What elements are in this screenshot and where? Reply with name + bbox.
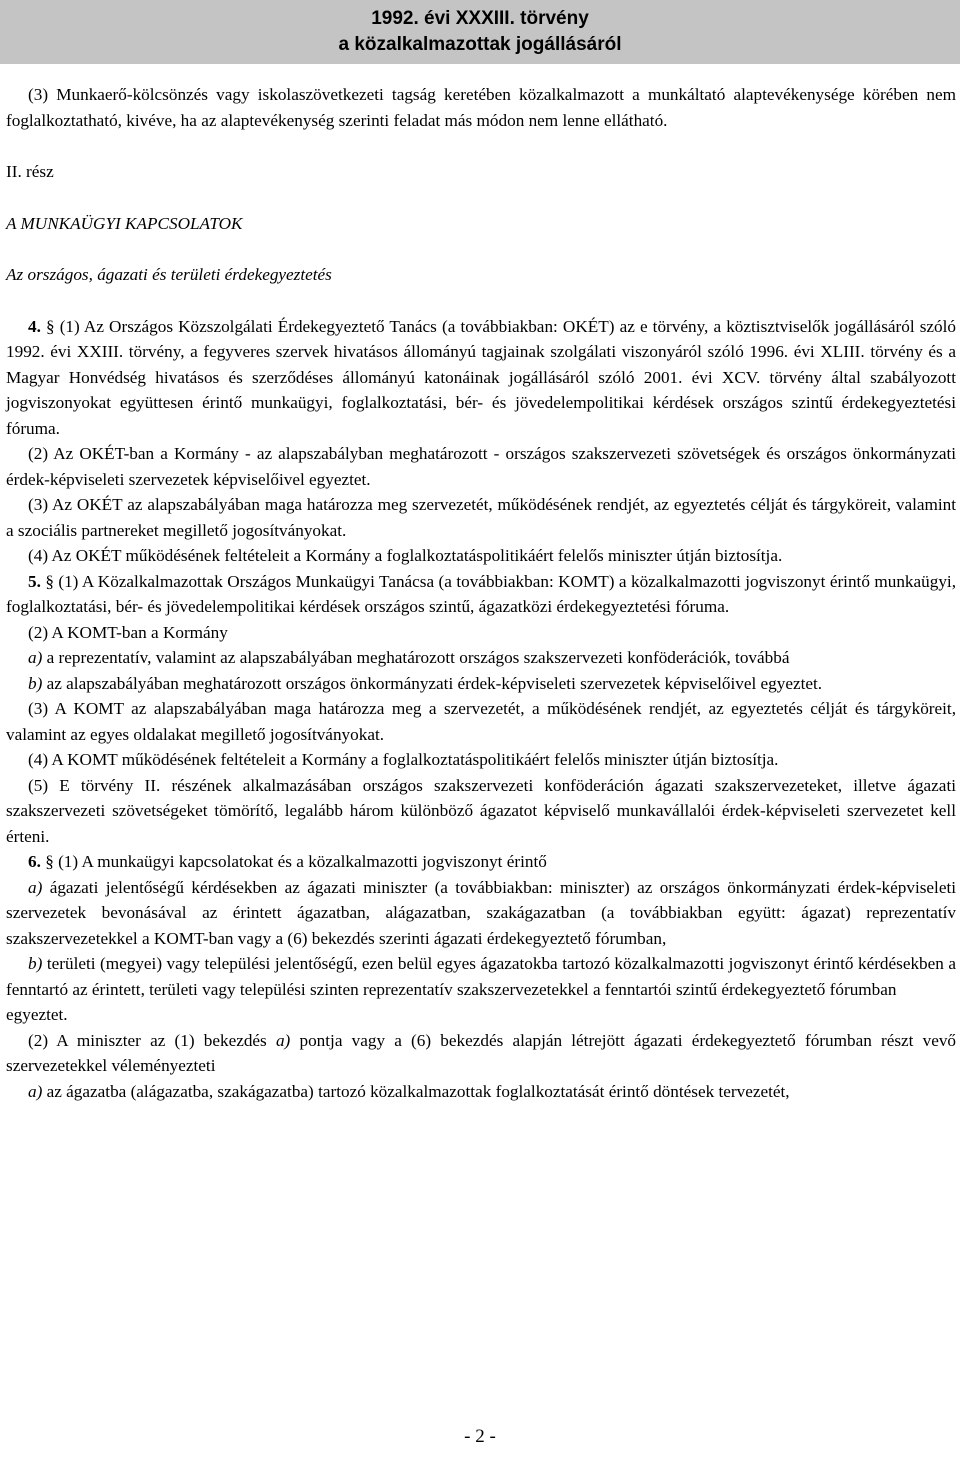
section-4-paragraph-2: (2) Az OKÉT-ban a Kormány - az alapszabályban meghatározott - országos szakszervezeti szövetségek és országos önkormányzati érdek-képviseleti szervezetek képviselőivel egyeztet. xyxy=(6,444,956,489)
document-body xyxy=(6,82,956,1104)
paragraph-intro: (3) Munkaerő-kölcsönzés vagy iskolaszövetkezeti tagság keretében közalkalmazott a munkáltató alaptevékenysége körében nem foglalkoztatható, kivéve, ha az alaptevékenység szerinti feladat más módon nem lenne ellátható. xyxy=(6,85,956,130)
document-header xyxy=(0,0,960,64)
section-5-paragraph-1: 5. § (1) A Közalkalmazottak Országos Munkaügyi Tanácsa (a továbbiakban: KOMT) a közalkalmazotti jogviszonyt érintő munkaügyi, foglalkoztatási, bér- és jövedelempolitikai kérdések országos szintű, ágazatközi érdekegyeztetési fóruma. xyxy=(6,571,956,616)
page-number: - 2 - xyxy=(464,1426,496,1447)
section-6-paragraph-1: 6. § (1) A munkaügyi kapcsolatokat és a közalkalmazotti jogviszonyt érintő xyxy=(28,852,547,871)
section-4-paragraph-4: (4) Az OKÉT működésének feltételeit a Kormány a foglalkoztatáspolitikáért felelős miniszter útján biztosítja. xyxy=(28,546,783,565)
section-5-point-b: b) az alapszabályában meghatározott országos önkormányzati érdek-képviseleti szervezetek képviselőivel egyeztet. xyxy=(28,673,823,693)
section-6-paragraph-2-point-a: a) az ágazatba (alágazatba, szakágazatba) tartozó közalkalmazottak foglalkoztatását érintő döntések tervezetét, xyxy=(28,1081,790,1101)
section-6-closing: egyeztet. xyxy=(6,1005,68,1024)
section-number: 6. xyxy=(28,852,41,871)
section-5-paragraph-3: (3) A KOMT az alapszabályában maga határozza meg a szervezetét, a működésének rendjét, az egyeztetés célját és tárgyköreit, valamint az egyes oldalakat megillető jogosítványokat. xyxy=(6,699,956,744)
section-5-point-a: a) a reprezentatív, valamint az alapszabályában meghatározott országos szakszervezeti konföderációk, továbbá xyxy=(28,648,790,667)
section-number: 5. xyxy=(28,571,41,591)
header-subtitle: a közalkalmazottak jogállásáról xyxy=(338,34,622,55)
section-6-point-b: b) területi (megyei) vagy települési jelentőségű, ezen belül egyes ágazatokba tartozó közalkalmazotti jogviszonyt érintő kérdésekben a fenntartó az érintett, területi vagy települési szinten reprezentatív szakszervezetekkel a fenntartói szintű érdekegyeztető fórumban xyxy=(6,954,957,999)
part-title: A MUNKAÜGYI KAPCSOLATOK xyxy=(6,213,243,233)
part-heading: II. rész xyxy=(6,162,54,181)
section-4-paragraph-3: (3) Az OKÉT az alapszabályában maga határozza meg szervezetét, működésének rendjét, az egyeztetés célját és tárgyköreit, valamint a szociális partnereket megillető jogosítványokat. xyxy=(6,495,956,540)
section-6-point-a: a) ágazati jelentőségű kérdésekben az ágazati miniszter (a továbbiakban: miniszter) az országos önkormányzati érdek-képviseleti szervezetek bevonásával az érintett ágazatban, alágazatban, szakágazatban (a továbbiakban együtt: ágazat) reprezentatív szakszervezetekkel a KOMT-ban vagy a (6) bekezdés szerinti ágazati érdekegyeztető fórumban, xyxy=(6,877,957,948)
chapter-title: Az országos, ágazati és területi érdekegyeztetés xyxy=(6,265,332,284)
section-number: 4. xyxy=(28,316,41,336)
header-title: 1992. évi XXXIII. törvény xyxy=(371,8,589,29)
section-6-paragraph-2: (2) A miniszter az (1) bekezdés a) pontja vagy a (6) bekezdés alapján létrejött ágazati érdekegyeztető fórumban részt vevő szervezetekkel véleményezteti xyxy=(6,1030,957,1075)
section-4-paragraph-1: 4. § (1) Az Országos Közszolgálati Érdekegyeztető Tanács (a továbbiakban: OKÉT) az e törvény, a köztisztviselők jogállásáról szóló 1992. évi XXIII. törvény, a fegyveres szervek hivatásos állományú tagjainak szolgálati viszonyáról szóló 1996. évi XLIII. törvény és a Magyar Honvédség hivatásos és szerződéses állományú katonáinak jogállásáról szóló 2001. évi XCV. törvény által szabályozott jogviszonyokat együttesen érintő munkaügyi, foglalkoztatási, bér- és jövedelempolitikai kérdések országos szintű érdekegyeztetési fóruma. xyxy=(6,316,956,438)
section-5-paragraph-4: (4) A KOMT működésének feltételeit a Kormány a foglalkoztatáspolitikáért felelős miniszter útján biztosítja. xyxy=(28,750,779,769)
section-5-paragraph-5: (5) E törvény II. részének alkalmazásában országos szakszervezeti konföderáción ágazati szakszervezeteket, illetve ágazati szakszervezeti szövetségeket tömörítő, legalább három különböző ágazatot képviselő munkavállalói érdek-képviseleti szervezetet kell érteni. xyxy=(6,775,956,846)
section-5-paragraph-2: (2) A KOMT-ban a Kormány xyxy=(28,622,228,642)
